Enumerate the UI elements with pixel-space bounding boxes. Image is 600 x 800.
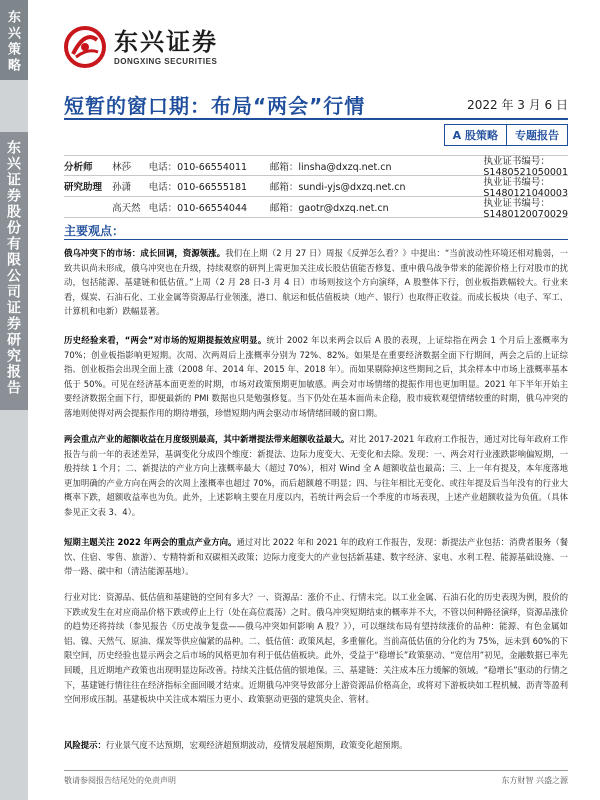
sidebar-company-label: 东兴证券股份有限公司证券研究报告 [5, 140, 21, 396]
main-points-divider [64, 239, 568, 240]
paragraph-risk [64, 738, 568, 753]
company-logo [64, 26, 218, 68]
logo-name-cn: 东兴证券 [114, 27, 218, 56]
paragraph-body: 对比 2017-2021 年政府工作报告，通过对比每年政府工作报告与前一年的表述差异，基调变化分成四个维度：新提法、边际力度变大、无变化和去除。发现：一、两会对行业涨跌影响偏短期，一般持续 1 个月；二、新提法的产业方向上涨概率最大（超过 70%），相对 Wind 全 A 超额收益也最高；三、上一年有提及，本年度落地更加明确的产业方向在两会的次周上涨概率也超过 70%，而后超额越不明显；四、与往年相比无变化、或往年提及后当年没有的行业大概率下跌，超额收益率也为负。此外，上述影响主要在月度以内，若统计两会后一个季度的市场表现，上述产业超额收益为负值。（具体参见正文表 3、4）。 [64, 434, 568, 517]
analyst-phone: 电话：010-66555181 [148, 182, 248, 193]
paragraph-themes [64, 535, 568, 579]
paragraph-body: 行业对比：资源品、低估值和基建链的空间有多大？一、资源品：涨价不止、行情未完。以工业金属、石油石化的历史表现为例，股价的下跌或发生在对应商品价格下跌或停止上行（处在高位震荡）之时。俄乌冲突短期结束的概率并不大，不管以何种路径演绎，资源品涨价的趋势还将持续（参见报告《历史战争复盘——俄乌冲突如何影响 A 股？》），可以继续布局有望持续涨价的品种：能源、有色金属如铝、镍、天然气、原油、煤炭等供应偏紧的品种。二、低估值：政策风起，多重催化。当前高低估值的分化约为 75%，远未到 60%的下限空间，历史经验也显示两会之后市场的风格更加有利于低估值板块。此外，受益于“稳增长”政策驱动、“宽信用”初见，金融数据已率先回暖，且近期地产政策也出现明显边际改善。持续关注低估值的银地保。三、基建链：关注成本压力缓解的领域。“稳增长”驱动的行情之下，基建链行情往往在经济指标全面回暖才结束。近期俄乌冲突导致部分上游资源品价格高企，或将对下游板块如工程机械、沥青等盈利空间形成压制。基建板块中关注成本端压力更小、政策驱动更强的建筑央企、管材。 [64, 592, 568, 705]
sidebar-company-block [0, 132, 28, 410]
report-tags [444, 124, 568, 146]
paragraph-lead: 风险提示： [64, 740, 106, 750]
analyst-name: 高天然 [112, 203, 141, 214]
paragraph-lead: 两会重点产业的超额收益在月度级别最高，其中新增提法带来超额收益最大。 [64, 434, 350, 444]
paragraph-lead: 短期主题关注 2022 年两会的重点产业方向。 [64, 537, 237, 547]
paragraph-body: 我们在上期（2 月 27 日）周报《反弹怎么看？》中提出：“当前波动性环境还相对脆弱，一致共识尚未形成，俄乌冲突也在升级，持续观察的研判上需更加关注成长股估值能否修复、重申俄乌战争带来的能源价格上行对股市的扰动，包括能源、基建链和低估值。”上周（2 月 28 日-3 月 4 日）市场则按这个方向演绎，A 股整体下行，创业板指跌幅较大。行业来看，煤炭、石油石化、工业金属等资源品行业领涨，港口、航运和低估值板块（地产、银行）也取得正收益。而成长板块（电子、军工、计算机和电新）跌幅显著。 [64, 248, 568, 317]
analyst-email[interactable]: 邮箱：linsha@dxzq.net.cn [269, 161, 392, 173]
analyst-table [64, 155, 568, 218]
analyst-row [64, 197, 568, 218]
paragraph-body: 行业景气度不达预期，宏观经济超预期波动，疫情发展超预期，政策变化超预期。 [105, 740, 408, 750]
sidebar-top-block [0, 0, 28, 80]
title-divider [64, 118, 568, 120]
paragraph-body: 统计 2002 年以来两会以后 A 股的表现，上证综指在两会 1 个月后上涨概率为 70%；创业板指影响更短期。次周、次两周后上涨概率分别为 72%、82%。如果是在重要经济数据全面下行期间，两会之后的上证综指、创业板指会出现全面上涨（2008 年、2014 年、2015 年、2018 年）。而如果剔除掉这些期间之后，其余样本中市场上涨概率基本低于 50%。可见在经济基本面更差的时期，市场对政策预期更加敏感。两会对市场情绪的提振作用也更加明显。2021 年下半年开始主要经济数据全面下行，即便最新的 PMI 数据也只是勉强修复。当下仍处在基本面尚未企稳，股市疲软观望情绪较重的时期，俄乌冲突的落地则使得对两会提振作用的期待增强，珍惜短期内两会驱动市场情绪回暖的窗口期。 [64, 335, 569, 418]
analyst-phone: 电话：010-66554044 [148, 203, 248, 214]
logo-name-en: DONGXING SECURITIES [114, 56, 218, 66]
dongxing-logo-icon [64, 26, 106, 68]
analyst-cert: 执业证书编号：S1480120070029 [483, 197, 568, 220]
tag-a-share-strategy: A 股策略 [444, 124, 507, 146]
analyst-cert: 执业证书编号：S1480121040003 [483, 176, 568, 199]
footer-divider [64, 770, 568, 771]
analyst-cert: 执业证书编号：S1480521050001 [483, 156, 568, 178]
analyst-email[interactable]: 邮箱：gaotr@dxzq.net.cn [269, 203, 389, 214]
analyst-email[interactable]: 邮箱：sundi-yjs@dxzq.net.cn [269, 182, 406, 193]
paragraph-market-review [64, 246, 568, 319]
paragraph-excess-return [64, 432, 568, 520]
paragraph-lead: 历史经验来看，“两会”对市场的短期提振效应明显。 [64, 335, 267, 345]
analyst-role: 研究助理 [64, 182, 103, 193]
paragraph-body: 通过对比 2022 年和 2021 年的政府工作报告，发现：新提法产业包括：消费者服务（餐饮、住宿、零售、旅游）、专精特新和双碳相关政策；边际力度变大的产业包括新基建、数字经济、家电、水利工程、能源基础设施、一带一路、碳中和（清洁能源基地）。 [64, 537, 568, 577]
analyst-phone: 电话：010-66554011 [148, 161, 248, 173]
footer-slogan: 东方财智 兴盛之源 [501, 776, 568, 785]
analyst-role: 分析师 [64, 161, 93, 173]
footer-disclaimer: 敬请参阅报告结尾处的免责声明 [64, 776, 176, 785]
tag-special-report: 专题报告 [507, 124, 568, 146]
report-date: 2022 年 3 月 6 日 [467, 98, 568, 112]
paragraph-lead: 俄乌冲突下的市场：成长回调，资源领涨。 [64, 248, 226, 258]
analyst-name: 孙潇 [112, 182, 132, 193]
analyst-name: 林莎 [112, 161, 132, 173]
sidebar-top-label: 东兴策略 [5, 10, 20, 74]
paragraph-history [64, 333, 568, 421]
main-points-heading: 主要观点： [64, 224, 125, 238]
report-title: 短暂的窗口期：布局“两会”行情 [64, 94, 366, 118]
paragraph-industry-compare [64, 590, 568, 707]
